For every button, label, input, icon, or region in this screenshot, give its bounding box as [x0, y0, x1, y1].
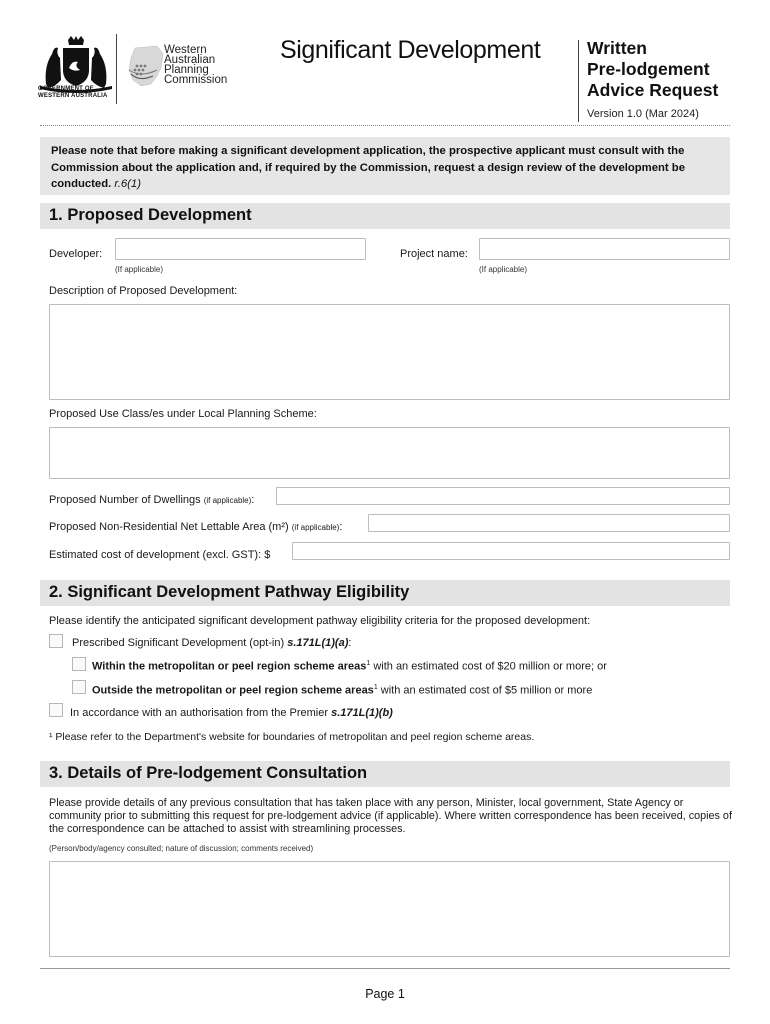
government-text: [38, 86, 108, 100]
title-divider: [578, 40, 579, 122]
page-number: Page 1: [365, 987, 405, 1001]
form-title-line2: Pre-lodgement: [587, 59, 710, 79]
gov-text-line1: GOVERNMENT OF: [38, 86, 94, 92]
prescribed-label: Prescribed Significant Development (opt-in) s.171L(1)(a):: [72, 637, 352, 649]
footer-rule: [40, 968, 730, 969]
nla-label-text: Proposed Non-Residential Net Lettable Area (m²): [49, 521, 289, 533]
use-class-label: Proposed Use Class/es under Local Planning Scheme:: [49, 408, 317, 420]
consultation-textarea[interactable]: [49, 861, 730, 957]
metro-footnote-mark: 1: [366, 660, 371, 667]
metro-label-rest: with an estimated cost of $20 million or more; or: [370, 660, 607, 673]
metro-label: [92, 660, 607, 673]
gov-text-line2: WESTERN AUSTRALIA: [38, 93, 108, 99]
wapc-name: [164, 45, 227, 85]
prescribed-checkbox[interactable]: [49, 634, 63, 648]
project-name-label: Project name:: [400, 248, 468, 260]
premier-checkbox[interactable]: [49, 703, 63, 717]
premier-label-text: In accordance with an authorisation from the Premier: [70, 707, 329, 719]
form-title-line3: Advice Request: [587, 80, 719, 100]
cost-input[interactable]: [292, 542, 730, 560]
nla-note: (if applicable): [291, 523, 340, 532]
developer-input[interactable]: [115, 238, 366, 260]
outside-label-rest: with an estimated cost of $5 million or more: [377, 684, 593, 697]
project-name-input[interactable]: [479, 238, 730, 260]
wapc-logo: [127, 44, 167, 90]
outside-label-bold: Outside the metropolitan or peel region scheme areas: [92, 684, 374, 697]
description-label: Description of Proposed Development:: [49, 285, 238, 297]
document-title: Significant Development: [280, 36, 541, 64]
logo-divider: [116, 34, 117, 104]
premier-label: [70, 707, 393, 719]
outside-checkbox[interactable]: [72, 680, 86, 694]
dwellings-note: (if applicable): [203, 496, 252, 505]
nla-label: Proposed Non-Residential Net Lettable Area (m²) (if applicable):: [49, 521, 343, 533]
wapc-name-line4: Commission: [164, 74, 228, 86]
note-ref: r.6(1): [114, 178, 141, 190]
section-3-heading: 3. Details of Pre-lodgement Consultation: [40, 761, 730, 787]
outside-footnote-mark: 1: [373, 684, 378, 691]
dwellings-input[interactable]: [276, 487, 730, 505]
dwellings-label-text: Proposed Number of Dwellings: [49, 494, 201, 506]
wapc-name-line1: Western: [164, 44, 207, 56]
region-footnote: ¹ Please refer to the Department's website for boundaries of metropolitan and peel region scheme areas.: [49, 731, 535, 743]
consultation-intro: Please provide details of any previous consultation that has taken place with any person, Minister, local government, State Agency or community prior to submitting this request for pre-lodgement advice (if applicable). Where written correspondence has been received, copies of the correspondence can be attached to assist with streamlining processes.: [49, 797, 732, 835]
wapc-name-line2: Australian: [164, 54, 216, 66]
consultation-hint: (Person/body/agency consulted; nature of discussion; comments received): [49, 844, 314, 853]
note-text: Please note that before making a significant development application, the prospective applicant must consult with the Commission about the application and, if required by the Commission, request a design review of the development be conducted.: [51, 145, 685, 190]
project-name-note: (If applicable): [479, 265, 528, 274]
nla-input[interactable]: [368, 514, 730, 532]
use-class-textarea[interactable]: [49, 427, 730, 479]
developer-note: (If applicable): [115, 265, 164, 274]
section-2-heading: 2. Significant Development Pathway Eligibility: [40, 580, 730, 606]
version-label: Version 1.0 (Mar 2024): [587, 108, 699, 120]
header-rule: [40, 125, 730, 126]
wapc-name-line3: Planning: [164, 64, 209, 76]
developer-label: Developer:: [49, 248, 103, 260]
section-1-heading: 1. Proposed Development: [40, 203, 730, 229]
eligibility-intro: Please identify the anticipated significant development pathway eligibility criteria for the proposed development:: [49, 615, 591, 627]
metro-label-bold: Within the metropolitan or peel region scheme areas: [92, 660, 367, 673]
prescribed-label-text: Prescribed Significant Development (opt-in): [72, 637, 285, 649]
prescribed-ref: s.171L(1)(a): [287, 637, 349, 649]
cost-label: Estimated cost of development (excl. GST): $: [49, 549, 271, 561]
note-box: [40, 137, 730, 195]
metro-checkbox[interactable]: [72, 657, 86, 671]
form-title-line1: Written: [587, 38, 647, 58]
outside-label: [92, 684, 592, 697]
dwellings-label: Proposed Number of Dwellings (if applicable):: [49, 494, 255, 506]
description-textarea[interactable]: [49, 304, 730, 400]
form-title: [587, 38, 718, 101]
premier-ref: s.171L(1)(b): [331, 707, 393, 719]
